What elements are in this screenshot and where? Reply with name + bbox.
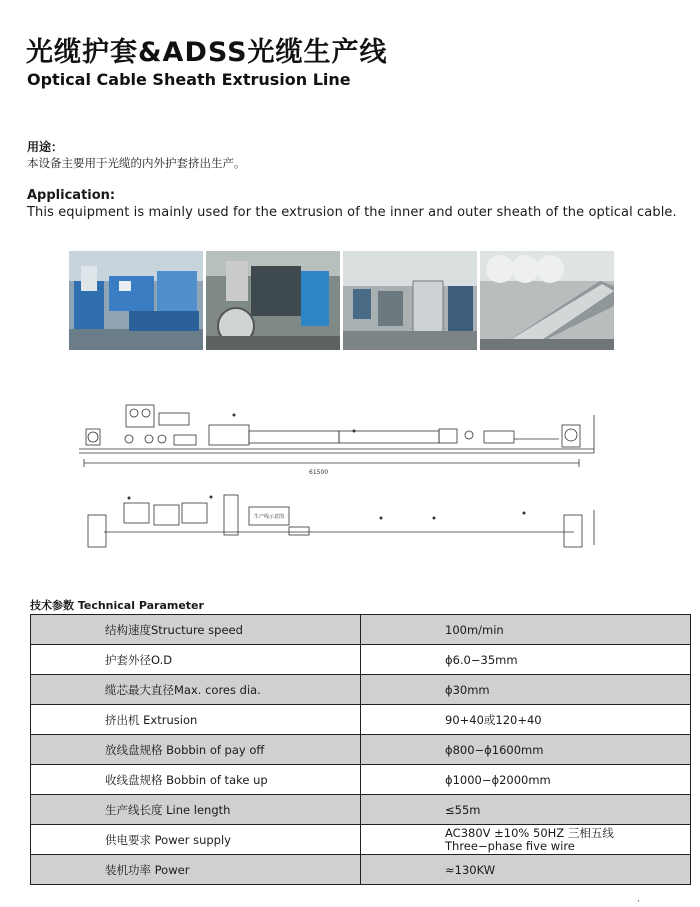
factory-photo-1 — [69, 251, 203, 350]
param-name: 放线盘规格 Bobbin of pay off — [31, 735, 361, 765]
factory-photo-4 — [480, 251, 614, 350]
param-value: ɸ30mm — [361, 675, 691, 705]
factory-photo-3 — [343, 251, 477, 350]
line-layout-drawing — [74, 395, 610, 565]
param-value: ≤55m — [361, 795, 691, 825]
application-text: This equipment is mainly used for the extrusion of the inner and outer sheath of the optical cable. — [27, 205, 677, 220]
table-row — [31, 705, 691, 735]
param-value: ≈130KW — [361, 855, 691, 885]
param-value: 90+40或120+40 — [361, 705, 691, 735]
param-name: 收线盘规格 Bobbin of take up — [31, 765, 361, 795]
table-row — [31, 825, 691, 855]
footer-mark: · — [637, 897, 640, 907]
param-name: 缆芯最大直径Max. cores dia. — [31, 675, 361, 705]
page-title-cn: 光缆护套&ADSS光缆生产线 — [26, 37, 388, 68]
usage-heading: 用途： — [27, 140, 64, 154]
table-row — [31, 615, 691, 645]
table-row — [31, 675, 691, 705]
param-name: 装机功率 Power — [31, 855, 361, 885]
param-name: 结构速度Structure speed — [31, 615, 361, 645]
factory-photo-2 — [206, 251, 340, 350]
param-name: 挤出机 Extrusion — [31, 705, 361, 735]
table-row — [31, 735, 691, 765]
table-row — [31, 645, 691, 675]
param-value — [361, 825, 691, 855]
line-length-label: 61500 — [309, 469, 329, 476]
param-name: 生产线长度 Line length — [31, 795, 361, 825]
parameter-table — [30, 614, 691, 885]
table-row — [31, 795, 691, 825]
page-title-en: Optical Cable Sheath Extrusion Line — [27, 70, 351, 89]
param-value-line2: Three−phase five wire — [445, 838, 575, 853]
param-name: 护套外径O.D — [31, 645, 361, 675]
param-value: ɸ800−ɸ1600mm — [361, 735, 691, 765]
table-title: 技术参数 Technical Parameter — [30, 599, 204, 612]
photo-strip — [69, 251, 613, 350]
application-heading: Application: — [27, 188, 116, 203]
table-row — [31, 855, 691, 885]
param-value: 100m/min — [361, 615, 691, 645]
param-value-line1: AC380V ±10% 50HZ 三相五线 — [445, 825, 614, 840]
param-value: ɸ6.0−35mm — [361, 645, 691, 675]
param-value: ɸ1000−ɸ2000mm — [361, 765, 691, 795]
usage-text: 本设备主要用于光缆的内外护套挤出生产。 — [27, 156, 246, 170]
equipment-label: 生产线示意图 — [254, 514, 285, 520]
param-name: 供电要求 Power supply — [31, 825, 361, 855]
table-row — [31, 765, 691, 795]
